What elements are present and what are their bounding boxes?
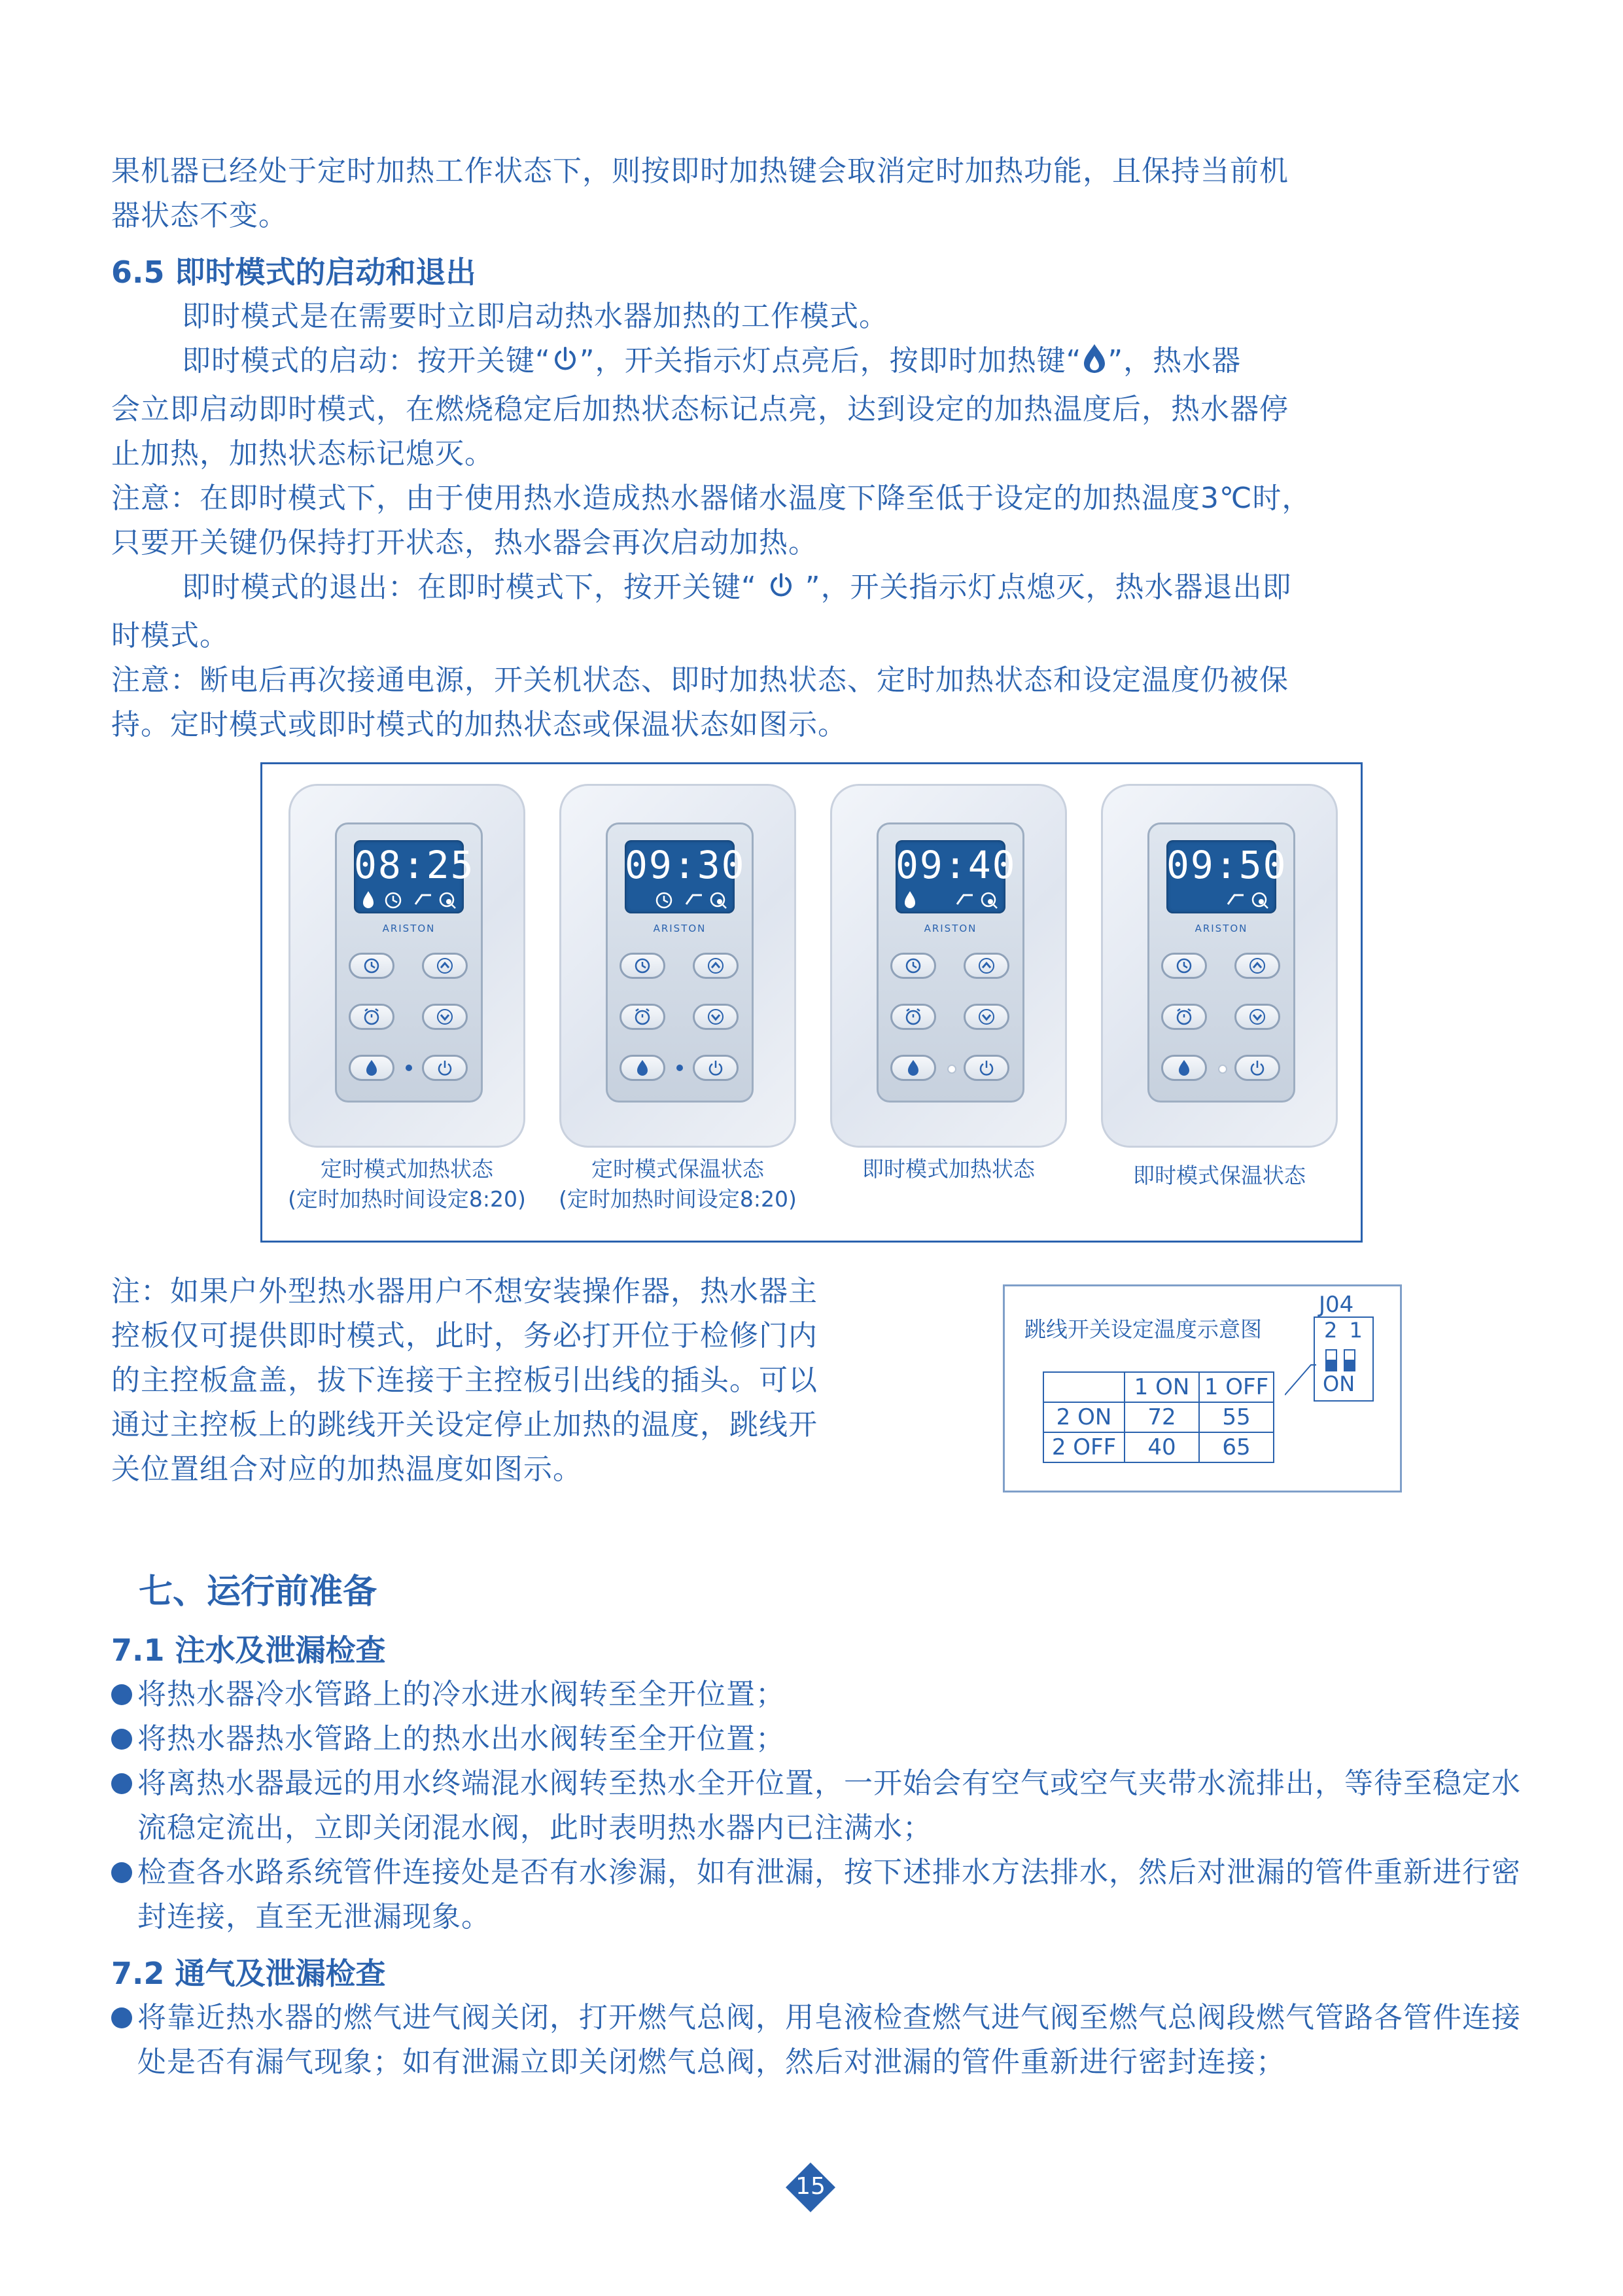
- alarm-clock-icon: [1178, 1009, 1191, 1024]
- power-button[interactable]: [964, 1055, 1009, 1081]
- chevron-up-icon: [1250, 959, 1265, 973]
- panel-caption: [1081, 1161, 1357, 1191]
- chevron-down-icon: [438, 1010, 452, 1024]
- list-item-text: 将靠近热水器的燃气进气阀关闭，打开燃气总阀，用皂液检查燃气进气阀至燃气总阀段燃气管路各管件连接处是否有漏气现象；如有泄漏立即关闭燃气总阀，然后对泄漏的管件重新进行密封连接；: [137, 2001, 1521, 2079]
- chevron-down-icon: [708, 1010, 723, 1024]
- up-button[interactable]: [422, 953, 468, 979]
- brand-logo: ARISTON: [1195, 923, 1248, 934]
- outdoor-note-line-5: 关位置组合对应的加热温度如图示。: [111, 1453, 582, 1486]
- list-item-text: 将离热水器最远的用水终端混水阀转至热水全开位置，一开始会有空气或空气夹带水流排出，等待至稳定水流稳定流出，立即关闭混水阀，此时表明热水器内已注满水；: [137, 1767, 1521, 1845]
- flame-icon: [1081, 343, 1108, 387]
- alarm-button[interactable]: [620, 1004, 665, 1030]
- outdoor-note-line-3: 的主控板盒盖，拔下连接于主控板引出线的插头。可以: [111, 1364, 818, 1397]
- tap-icon: [957, 895, 973, 904]
- page-number: 15: [795, 2173, 826, 2200]
- text-segment: 即时模式的退出：在即时模式下，按开关键“: [182, 571, 767, 604]
- bullet-dot: [111, 2007, 132, 2028]
- control-panel-face: [877, 822, 1024, 1103]
- lcd-screen: [1166, 840, 1287, 913]
- flame-icon: [637, 1060, 648, 1076]
- clock-icon: [386, 893, 400, 908]
- text-segment: ”，热水器: [1108, 344, 1242, 378]
- bullet-dot: [111, 1862, 132, 1883]
- table-cell: 65: [1199, 1432, 1274, 1462]
- status-icons: [631, 890, 729, 910]
- up-button[interactable]: [964, 953, 1009, 979]
- time-display: 09:50: [1166, 843, 1287, 887]
- power-icon: [1251, 1061, 1263, 1074]
- power-icon: [981, 1061, 992, 1074]
- flame-icon: [1179, 1060, 1189, 1076]
- dip-switch-1: [1344, 1349, 1355, 1371]
- flame-icon: [908, 1060, 918, 1076]
- power-indicator-led: [406, 1065, 412, 1071]
- power-icon: [767, 569, 795, 614]
- alarm-button[interactable]: [349, 1004, 394, 1030]
- power-button[interactable]: [422, 1055, 468, 1081]
- intro-line-1: 果机器已经处于定时加热工作状态下，则按即时加热键会取消定时加热功能，且保持当前机: [111, 154, 1289, 188]
- table-row: [1043, 1402, 1274, 1432]
- note-1-line-1: 注意：在即时模式下，由于使用热水造成热水器储水温度下降至低于设定的加热温度3℃时，: [111, 482, 1312, 515]
- clock-icon: [365, 959, 378, 972]
- flame-icon: [905, 891, 915, 908]
- chapter-7-title: 七、运行前准备: [139, 1572, 377, 1612]
- control-panel-face: [606, 822, 754, 1103]
- caption-title: 即时模式保温状态: [1133, 1163, 1306, 1188]
- lcd-screen: [354, 840, 475, 913]
- list-item: [111, 1761, 1524, 1850]
- dip-switch-numbers: 2 1: [1324, 1318, 1365, 1343]
- outdoor-note-line-4: 通过主控板上的跳线开关设定停止加热的温度，跳线开: [111, 1408, 818, 1441]
- bullet-dot: [111, 1773, 132, 1794]
- control-panel-face: [335, 822, 483, 1103]
- flame-icon: [366, 1060, 377, 1076]
- instant-mode-exit-line-1: [111, 565, 1518, 614]
- section-6-5-heading: 6.5 即时模式的启动和退出: [111, 255, 476, 290]
- instant-mode-exit-line-2: 时模式。: [111, 619, 229, 652]
- lcd-screen: [896, 840, 1017, 913]
- chevron-down-icon: [1250, 1010, 1265, 1024]
- time-display: 09:30: [625, 843, 746, 887]
- instant-mode-start-line-3: 止加热，加热状态标记熄灭。: [111, 437, 494, 470]
- text-segment: ”，开关指示灯点亮后，按即时加热键“: [579, 344, 1082, 378]
- caption-title: 定时模式保温状态: [591, 1156, 764, 1182]
- control-panel: [1101, 784, 1338, 1148]
- control-panel: [830, 784, 1067, 1148]
- time-display: 09:40: [896, 843, 1017, 887]
- tap-icon: [686, 895, 702, 904]
- table-cell: 55: [1199, 1402, 1274, 1432]
- panel-caption: [540, 1154, 816, 1214]
- jumper-setting-diagram: [1003, 1284, 1402, 1492]
- clock-icon: [657, 893, 671, 908]
- outdoor-note-line-2: 控板仅可提供即时模式，此时，务必打开位于检修门内: [111, 1319, 818, 1352]
- alarm-clock-icon: [907, 1009, 920, 1024]
- table-row: [1043, 1432, 1274, 1462]
- down-button[interactable]: [1234, 1004, 1280, 1030]
- chevron-up-icon: [708, 959, 723, 973]
- clock-icon: [907, 959, 920, 972]
- table-header-row: [1043, 1372, 1274, 1402]
- down-button[interactable]: [422, 1004, 468, 1030]
- power-indicator-led: [1218, 1065, 1227, 1074]
- jumper-temperature-table: [1043, 1371, 1274, 1463]
- caption-subtitle: (定时加热时间设定8:20): [288, 1186, 526, 1212]
- alarm-clock-icon: [636, 1009, 649, 1024]
- instant-mode-start-line-1: [111, 339, 1518, 387]
- clock-button[interactable]: [890, 953, 936, 979]
- chevron-up-icon: [438, 959, 452, 973]
- brand-logo: ARISTON: [653, 923, 707, 934]
- thermostat-icon: [1253, 893, 1268, 908]
- list-item-text: 将热水器冷水管路上的冷水进水阀转至全开位置；: [137, 1678, 785, 1711]
- bullet-dot: [111, 1729, 132, 1750]
- instant-heat-button[interactable]: [890, 1055, 936, 1081]
- caption-subtitle: (定时加热时间设定8:20): [559, 1186, 797, 1212]
- instant-mode-start-line-2: 会立即启动即时模式，在燃烧稳定后加热状态标记点亮，达到设定的加热温度后，热水器停: [111, 393, 1289, 426]
- panel-caption: [269, 1154, 545, 1214]
- status-icons: [902, 890, 1000, 910]
- clock-button[interactable]: [620, 953, 665, 979]
- section-7-1-heading: 7.1 注水及泄漏检查: [111, 1633, 386, 1668]
- table-header-cell: 1 OFF: [1199, 1372, 1274, 1402]
- status-icons: [1173, 890, 1271, 910]
- control-panel-face: [1147, 822, 1295, 1103]
- chevron-up-icon: [979, 959, 994, 973]
- power-button[interactable]: [1234, 1055, 1280, 1081]
- brand-logo: ARISTON: [924, 923, 977, 934]
- alarm-clock-icon: [365, 1009, 378, 1024]
- list-item: [111, 1850, 1524, 1939]
- power-icon: [710, 1061, 722, 1074]
- list-item-text: 检查各水路系统管件连接处是否有水渗漏，如有泄漏，按下述排水方法排水，然后对泄漏的管件重新进行密封连接，直至无泄漏现象。: [137, 1856, 1521, 1934]
- bullet-dot: [111, 1684, 132, 1705]
- table-cell: 2 ON: [1043, 1402, 1125, 1432]
- thermostat-icon: [440, 893, 455, 908]
- table-header-cell: [1043, 1372, 1125, 1402]
- control-panel: [559, 784, 796, 1148]
- text-segment: ”，开关指示灯点熄灭，热水器退出即: [795, 571, 1292, 604]
- up-button[interactable]: [1234, 953, 1280, 979]
- alarm-button[interactable]: [1161, 1004, 1207, 1030]
- thermostat-icon: [982, 893, 997, 908]
- list-item: [111, 1672, 1524, 1717]
- table-header-cell: 1 ON: [1125, 1372, 1199, 1402]
- intro-line-2: 器状态不变。: [111, 199, 288, 232]
- caption-title: 定时模式加热状态: [321, 1156, 493, 1182]
- pointer-line: [1285, 1358, 1318, 1398]
- section-6-5-body: [111, 294, 1518, 747]
- power-indicator-led: [947, 1065, 956, 1074]
- instant-heat-button[interactable]: [1161, 1055, 1207, 1081]
- note-2-line-1: 注意：断电后再次接通电源，开关机状态、即时加热状态、定时加热状态和设定温度仍被保: [111, 663, 1289, 697]
- text-segment: 即时模式的启动：按开关键“: [182, 344, 551, 378]
- dip-switch: [1314, 1316, 1374, 1402]
- flame-icon: [363, 891, 374, 908]
- dip-switch-on-label: ON: [1323, 1371, 1355, 1396]
- power-icon: [439, 1061, 451, 1074]
- list-item: [111, 1717, 1524, 1761]
- up-button[interactable]: [693, 953, 739, 979]
- tap-icon: [415, 895, 431, 904]
- table-cell: 72: [1125, 1402, 1199, 1432]
- jumper-label: J04: [1319, 1292, 1354, 1318]
- caption-title: 即时模式加热状态: [862, 1156, 1035, 1182]
- table-cell: 2 OFF: [1043, 1432, 1125, 1462]
- control-panel: [288, 784, 525, 1148]
- tap-icon: [1228, 895, 1244, 904]
- note-2-line-2: 持。定时模式或即时模式的加热状态或保温状态如图示。: [111, 708, 847, 741]
- list-item: [111, 1996, 1524, 2085]
- thermostat-icon: [711, 893, 726, 908]
- page-number-badge: [784, 2161, 837, 2214]
- down-button[interactable]: [693, 1004, 739, 1030]
- instant-mode-definition: 即时模式是在需要时立即启动热水器加热的工作模式。: [182, 300, 888, 333]
- instant-heat-button[interactable]: [620, 1055, 665, 1081]
- clock-icon: [1178, 959, 1191, 972]
- down-button[interactable]: [964, 1004, 1009, 1030]
- lcd-screen: [625, 840, 746, 913]
- outdoor-note-line-1: 注：如果户外型热水器用户不想安装操作器，热水器主: [111, 1275, 818, 1308]
- status-icons: [360, 890, 459, 910]
- brand-logo: ARISTON: [382, 923, 436, 934]
- table-cell: 40: [1125, 1432, 1199, 1462]
- chevron-down-icon: [979, 1010, 994, 1024]
- intro-paragraph: [111, 149, 1518, 238]
- instant-heat-button[interactable]: [349, 1055, 394, 1081]
- power-icon: [551, 343, 580, 387]
- clock-button[interactable]: [1161, 953, 1207, 979]
- panel-caption: [811, 1154, 1087, 1184]
- clock-button[interactable]: [349, 953, 394, 979]
- alarm-button[interactable]: [890, 1004, 936, 1030]
- section-7-2-heading: 7.2 通气及泄漏检查: [111, 1956, 386, 1991]
- power-button[interactable]: [693, 1055, 739, 1081]
- note-1-line-2: 只要开关键仍保持打开状态，热水器会再次启动加热。: [111, 526, 818, 559]
- dip-switch-2: [1325, 1349, 1337, 1371]
- outdoor-note: [111, 1269, 962, 1492]
- list-item-text: 将热水器热水管路上的热水出水阀转至全开位置；: [137, 1722, 785, 1756]
- power-indicator-led: [676, 1065, 683, 1071]
- time-display: 08:25: [354, 843, 475, 887]
- control-panel-figure: [260, 762, 1363, 1243]
- clock-icon: [636, 959, 649, 972]
- jumper-title: 跳线开关设定温度示意图: [1024, 1316, 1262, 1342]
